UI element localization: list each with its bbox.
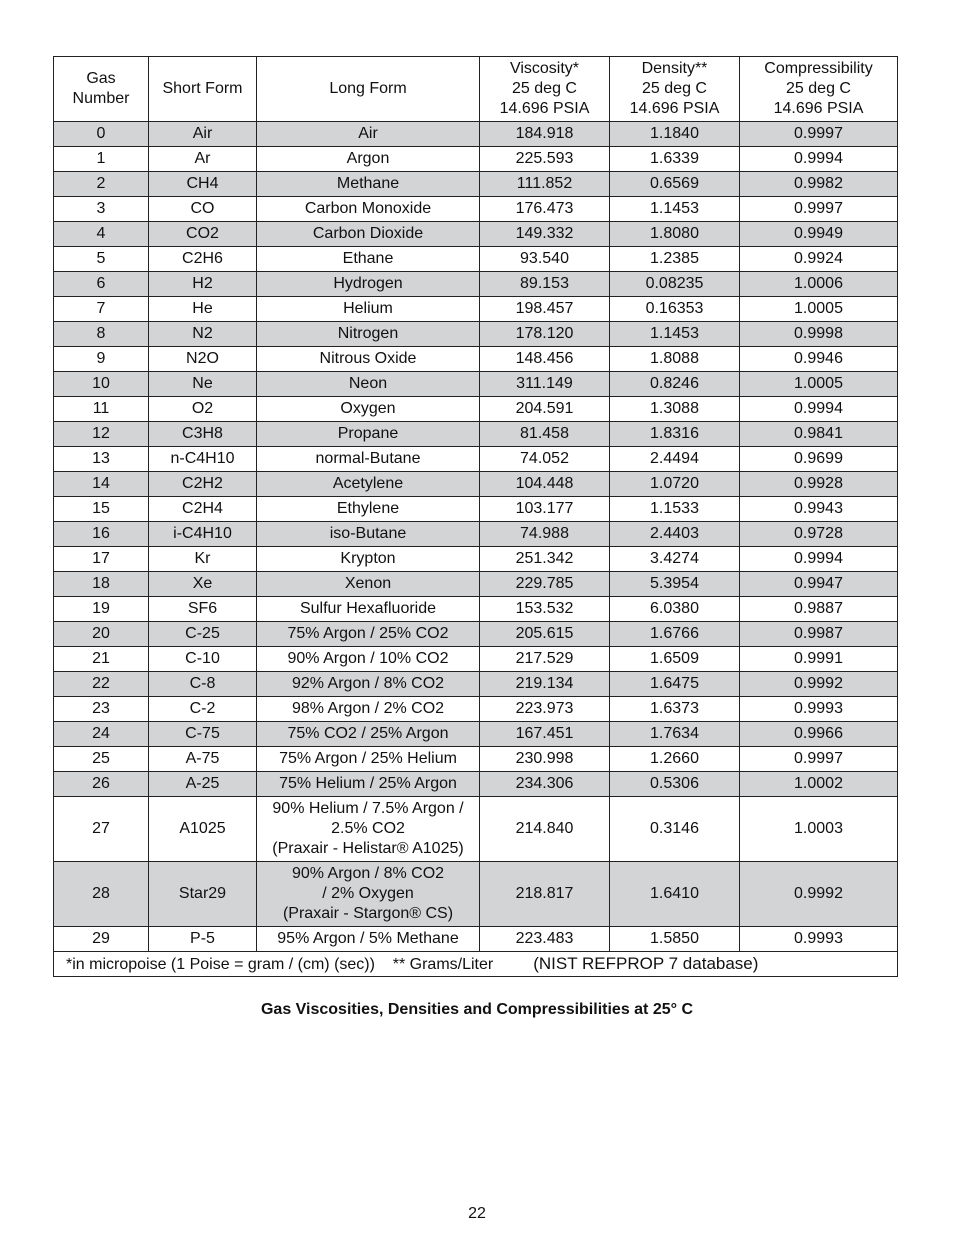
compressibility-cell: 1.0003 [740, 797, 898, 862]
gas-number-cell: 20 [54, 622, 149, 647]
gas-number-cell: 11 [54, 397, 149, 422]
gas-number-cell: 1 [54, 147, 149, 172]
long-form-cell: 95% Argon / 5% Methane [257, 927, 480, 952]
compressibility-cell: 0.9966 [740, 722, 898, 747]
table-row [54, 672, 898, 697]
density-cell: 1.3088 [610, 397, 740, 422]
compressibility-cell: 0.9994 [740, 147, 898, 172]
density-cell: 2.4494 [610, 447, 740, 472]
density-cell: 1.1840 [610, 122, 740, 147]
header-compressibility: Compressibility 25 deg C 14.696 PSIA [740, 57, 898, 122]
table-row [54, 322, 898, 347]
table-header-row [54, 57, 898, 122]
compressibility-cell: 0.9728 [740, 522, 898, 547]
compressibility-cell: 0.9997 [740, 747, 898, 772]
long-form-cell: 75% Argon / 25% CO2 [257, 622, 480, 647]
density-unit-note: ** Grams/Liter [392, 955, 494, 973]
viscosity-cell: 176.473 [480, 197, 610, 222]
density-cell: 1.0720 [610, 472, 740, 497]
density-cell: 2.4403 [610, 522, 740, 547]
long-form-cell: Nitrogen [257, 322, 480, 347]
short-form-cell: Air [149, 122, 257, 147]
long-form-cell: Carbon Monoxide [257, 197, 480, 222]
compressibility-cell: 0.9947 [740, 572, 898, 597]
short-form-cell: C2H4 [149, 497, 257, 522]
long-form-cell: 92% Argon / 8% CO2 [257, 672, 480, 697]
short-form-cell: N2O [149, 347, 257, 372]
viscosity-cell: 103.177 [480, 497, 610, 522]
table-footer-row [54, 952, 898, 977]
table-body [54, 122, 898, 952]
viscosity-cell: 218.817 [480, 862, 610, 927]
short-form-cell: C2H6 [149, 247, 257, 272]
viscosity-cell: 234.306 [480, 772, 610, 797]
short-form-cell: H2 [149, 272, 257, 297]
gas-number-cell: 10 [54, 372, 149, 397]
table-row [54, 147, 898, 172]
viscosity-cell: 89.153 [480, 272, 610, 297]
compressibility-cell: 0.9841 [740, 422, 898, 447]
density-cell: 1.6373 [610, 697, 740, 722]
short-form-cell: Ne [149, 372, 257, 397]
compressibility-cell: 0.9998 [740, 322, 898, 347]
table-row [54, 447, 898, 472]
long-form-cell: Argon [257, 147, 480, 172]
gas-number-cell: 29 [54, 927, 149, 952]
header-density: Density** 25 deg C 14.696 PSIA [610, 57, 740, 122]
short-form-cell: i-C4H10 [149, 522, 257, 547]
compressibility-cell: 0.9699 [740, 447, 898, 472]
short-form-cell: CO [149, 197, 257, 222]
short-form-cell: C-8 [149, 672, 257, 697]
short-form-cell: C-25 [149, 622, 257, 647]
viscosity-cell: 205.615 [480, 622, 610, 647]
short-form-cell: C-10 [149, 647, 257, 672]
table-row [54, 722, 898, 747]
long-form-cell: 75% Argon / 25% Helium [257, 747, 480, 772]
viscosity-cell: 225.593 [480, 147, 610, 172]
gas-properties-table [53, 56, 898, 977]
density-cell: 1.8316 [610, 422, 740, 447]
density-cell: 0.16353 [610, 297, 740, 322]
short-form-cell: CO2 [149, 222, 257, 247]
viscosity-cell: 204.591 [480, 397, 610, 422]
short-form-cell: N2 [149, 322, 257, 347]
table-row [54, 572, 898, 597]
long-form-cell: Krypton [257, 547, 480, 572]
viscosity-cell: 229.785 [480, 572, 610, 597]
viscosity-cell: 223.483 [480, 927, 610, 952]
table-row [54, 862, 898, 927]
viscosity-cell: 104.448 [480, 472, 610, 497]
gas-number-cell: 13 [54, 447, 149, 472]
long-form-cell: 90% Helium / 7.5% Argon / 2.5% CO2 (Praxair - Helistar® A1025) [257, 797, 480, 862]
data-source-note: (NIST REFPROP 7 database) [533, 953, 759, 973]
table-row [54, 497, 898, 522]
viscosity-cell: 81.458 [480, 422, 610, 447]
viscosity-cell: 93.540 [480, 247, 610, 272]
page-number: 22 [468, 1205, 486, 1222]
gas-number-cell: 15 [54, 497, 149, 522]
compressibility-cell: 0.9994 [740, 397, 898, 422]
long-form-cell: Ethylene [257, 497, 480, 522]
viscosity-cell: 223.973 [480, 697, 610, 722]
gas-number-cell: 2 [54, 172, 149, 197]
compressibility-cell: 0.9992 [740, 672, 898, 697]
gas-number-cell: 17 [54, 547, 149, 572]
density-cell: 1.5850 [610, 927, 740, 952]
long-form-cell: Sulfur Hexafluoride [257, 597, 480, 622]
compressibility-cell: 0.9928 [740, 472, 898, 497]
gas-number-cell: 9 [54, 347, 149, 372]
viscosity-cell: 230.998 [480, 747, 610, 772]
viscosity-cell: 111.852 [480, 172, 610, 197]
table-row [54, 297, 898, 322]
long-form-cell: Xenon [257, 572, 480, 597]
table-row [54, 347, 898, 372]
gas-number-cell: 14 [54, 472, 149, 497]
header-short-form: Short Form [149, 57, 257, 122]
density-cell: 1.1453 [610, 197, 740, 222]
gas-number-cell: 24 [54, 722, 149, 747]
short-form-cell: C-75 [149, 722, 257, 747]
short-form-cell: P-5 [149, 927, 257, 952]
density-cell: 3.4274 [610, 547, 740, 572]
compressibility-cell: 0.9887 [740, 597, 898, 622]
gas-number-cell: 28 [54, 862, 149, 927]
short-form-cell: A1025 [149, 797, 257, 862]
long-form-cell: Helium [257, 297, 480, 322]
viscosity-unit-note: *in micropoise (1 Poise = gram / (cm) (sec)) [66, 955, 375, 973]
short-form-cell: n-C4H10 [149, 447, 257, 472]
header-viscosity: Viscosity* 25 deg C 14.696 PSIA [480, 57, 610, 122]
table-row [54, 522, 898, 547]
viscosity-cell: 74.988 [480, 522, 610, 547]
gas-number-cell: 25 [54, 747, 149, 772]
gas-number-cell: 23 [54, 697, 149, 722]
long-form-cell: Hydrogen [257, 272, 480, 297]
short-form-cell: C-2 [149, 697, 257, 722]
table-row [54, 772, 898, 797]
long-form-cell: 98% Argon / 2% CO2 [257, 697, 480, 722]
compressibility-cell: 0.9949 [740, 222, 898, 247]
short-form-cell: CH4 [149, 172, 257, 197]
gas-number-cell: 4 [54, 222, 149, 247]
compressibility-cell: 1.0006 [740, 272, 898, 297]
long-form-cell: Neon [257, 372, 480, 397]
viscosity-cell: 184.918 [480, 122, 610, 147]
density-cell: 5.3954 [610, 572, 740, 597]
gas-number-cell: 5 [54, 247, 149, 272]
compressibility-cell: 0.9997 [740, 197, 898, 222]
compressibility-cell: 0.9943 [740, 497, 898, 522]
density-cell: 0.08235 [610, 272, 740, 297]
density-cell: 1.1453 [610, 322, 740, 347]
long-form-cell: iso-Butane [257, 522, 480, 547]
density-cell: 1.6766 [610, 622, 740, 647]
compressibility-cell: 0.9997 [740, 122, 898, 147]
gas-number-cell: 7 [54, 297, 149, 322]
viscosity-cell: 74.052 [480, 447, 610, 472]
gas-number-cell: 19 [54, 597, 149, 622]
density-cell: 1.1533 [610, 497, 740, 522]
long-form-cell: 90% Argon / 8% CO2 / 2% Oxygen (Praxair - Stargon® CS) [257, 862, 480, 927]
gas-number-cell: 18 [54, 572, 149, 597]
table-row [54, 247, 898, 272]
compressibility-cell: 0.9987 [740, 622, 898, 647]
compressibility-cell: 0.9991 [740, 647, 898, 672]
long-form-cell: Acetylene [257, 472, 480, 497]
density-cell: 1.8080 [610, 222, 740, 247]
compressibility-cell: 0.9982 [740, 172, 898, 197]
short-form-cell: SF6 [149, 597, 257, 622]
short-form-cell: A-75 [149, 747, 257, 772]
table-row [54, 747, 898, 772]
short-form-cell: O2 [149, 397, 257, 422]
gas-number-cell: 16 [54, 522, 149, 547]
gas-number-cell: 27 [54, 797, 149, 862]
compressibility-cell: 0.9993 [740, 697, 898, 722]
long-form-cell: Nitrous Oxide [257, 347, 480, 372]
viscosity-cell: 214.840 [480, 797, 610, 862]
table-row [54, 122, 898, 147]
viscosity-cell: 217.529 [480, 647, 610, 672]
table-row [54, 472, 898, 497]
table-row [54, 597, 898, 622]
table-row [54, 222, 898, 247]
gas-number-cell: 3 [54, 197, 149, 222]
compressibility-cell: 1.0005 [740, 297, 898, 322]
table-row [54, 797, 898, 862]
table-row [54, 172, 898, 197]
density-cell: 1.7634 [610, 722, 740, 747]
long-form-cell: 90% Argon / 10% CO2 [257, 647, 480, 672]
gas-number-cell: 26 [54, 772, 149, 797]
gas-number-cell: 21 [54, 647, 149, 672]
density-cell: 0.5306 [610, 772, 740, 797]
compressibility-cell: 1.0005 [740, 372, 898, 397]
long-form-cell: Propane [257, 422, 480, 447]
table-row [54, 397, 898, 422]
density-cell: 6.0380 [610, 597, 740, 622]
table-row [54, 927, 898, 952]
table-row [54, 647, 898, 672]
long-form-cell: Ethane [257, 247, 480, 272]
density-cell: 0.8246 [610, 372, 740, 397]
compressibility-cell: 0.9994 [740, 547, 898, 572]
short-form-cell: Xe [149, 572, 257, 597]
short-form-cell: A-25 [149, 772, 257, 797]
viscosity-cell: 149.332 [480, 222, 610, 247]
footer-notes [54, 952, 898, 977]
short-form-cell: He [149, 297, 257, 322]
compressibility-cell: 0.9946 [740, 347, 898, 372]
viscosity-cell: 148.456 [480, 347, 610, 372]
density-cell: 1.2660 [610, 747, 740, 772]
density-cell: 1.6410 [610, 862, 740, 927]
gas-number-cell: 6 [54, 272, 149, 297]
long-form-cell: 75% Helium / 25% Argon [257, 772, 480, 797]
long-form-cell: Air [257, 122, 480, 147]
density-cell: 0.3146 [610, 797, 740, 862]
gas-number-cell: 0 [54, 122, 149, 147]
header-gas-number: Gas Number [54, 57, 149, 122]
viscosity-cell: 251.342 [480, 547, 610, 572]
short-form-cell: C3H8 [149, 422, 257, 447]
short-form-cell: Star29 [149, 862, 257, 927]
short-form-cell: Kr [149, 547, 257, 572]
table-row [54, 372, 898, 397]
table-row [54, 197, 898, 222]
long-form-cell: normal-Butane [257, 447, 480, 472]
density-cell: 1.6509 [610, 647, 740, 672]
long-form-cell: Oxygen [257, 397, 480, 422]
table-row [54, 422, 898, 447]
long-form-cell: Methane [257, 172, 480, 197]
header-long-form: Long Form [257, 57, 480, 122]
gas-number-cell: 8 [54, 322, 149, 347]
viscosity-cell: 167.451 [480, 722, 610, 747]
viscosity-cell: 153.532 [480, 597, 610, 622]
table-row [54, 272, 898, 297]
viscosity-cell: 198.457 [480, 297, 610, 322]
gas-number-cell: 22 [54, 672, 149, 697]
short-form-cell: Ar [149, 147, 257, 172]
compressibility-cell: 0.9993 [740, 927, 898, 952]
long-form-cell: 75% CO2 / 25% Argon [257, 722, 480, 747]
density-cell: 1.6475 [610, 672, 740, 697]
compressibility-cell: 1.0002 [740, 772, 898, 797]
table-caption: Gas Viscosities, Densities and Compressibilities at 25° C [260, 1001, 694, 1018]
viscosity-cell: 178.120 [480, 322, 610, 347]
short-form-cell: C2H2 [149, 472, 257, 497]
table-row [54, 697, 898, 722]
viscosity-cell: 311.149 [480, 372, 610, 397]
compressibility-cell: 0.9924 [740, 247, 898, 272]
density-cell: 1.2385 [610, 247, 740, 272]
compressibility-cell: 0.9992 [740, 862, 898, 927]
gas-number-cell: 12 [54, 422, 149, 447]
long-form-cell: Carbon Dioxide [257, 222, 480, 247]
density-cell: 0.6569 [610, 172, 740, 197]
density-cell: 1.6339 [610, 147, 740, 172]
table-row [54, 547, 898, 572]
density-cell: 1.8088 [610, 347, 740, 372]
viscosity-cell: 219.134 [480, 672, 610, 697]
table-row [54, 622, 898, 647]
